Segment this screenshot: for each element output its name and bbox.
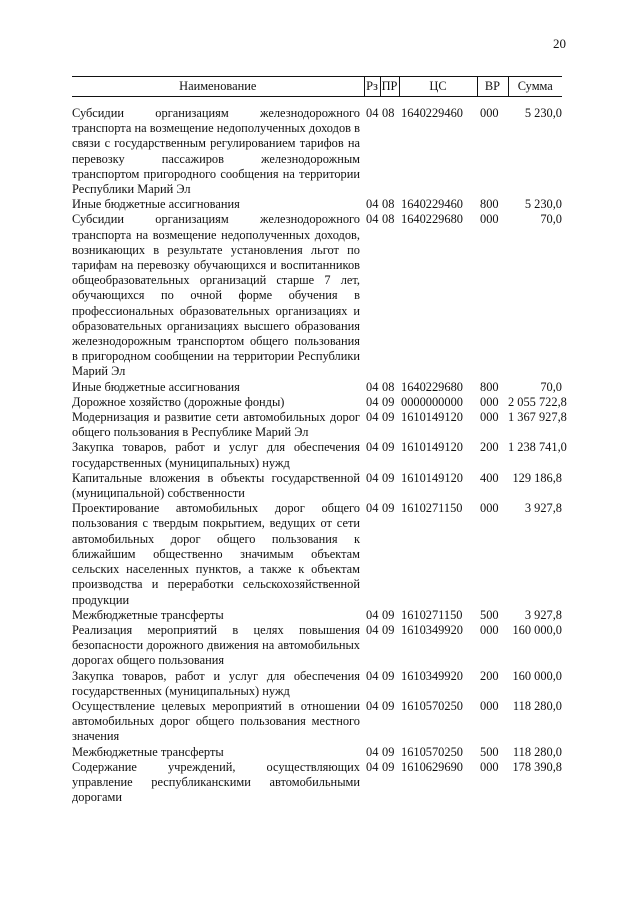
cell-pr: 08 [382, 197, 395, 212]
cell-sum: 160 000,0 [512, 622, 562, 637]
cell-rz: 04 [366, 106, 379, 120]
cell-name: Осуществление целевых мероприятий в отношении автомобильных дорог общего пользования местного значения [72, 698, 360, 744]
cell-pr: 09 [382, 744, 395, 759]
cell-cs: 1640229680 [401, 212, 463, 227]
table-row [72, 745, 562, 760]
cell-sum: 2 055 722,8 [508, 394, 567, 409]
cell-rz: 04 [366, 698, 379, 713]
cell-pr: 08 [382, 379, 395, 394]
cell-pr: 08 [382, 212, 395, 227]
table-row [72, 395, 562, 410]
cell-name: Модернизация и развитие сети автомобильных дорог общего пользования в Республике Марий Эл [72, 410, 360, 440]
cell-sum: 70,0 [540, 212, 562, 227]
cell-vr: 400 [480, 470, 499, 485]
cell-cs: 1640229460 [401, 106, 463, 120]
table-row [72, 106, 562, 197]
header-name: Наименование [72, 77, 364, 97]
cell-rz: 04 [366, 410, 379, 425]
cell-cs: 1610271150 [401, 501, 463, 516]
cell-vr: 000 [480, 212, 499, 227]
cell-name: Реализация мероприятий в целях повышения безопасности дорожного движения на автомобильных дорогах общего пользования [72, 622, 360, 668]
cell-name: Межбюджетные трансферты [72, 744, 224, 759]
cell-vr: 000 [480, 698, 499, 713]
cell-cs: 1610271150 [401, 607, 463, 622]
table-row [72, 410, 562, 440]
cell-vr: 800 [480, 197, 499, 212]
cell-rz: 04 [366, 197, 379, 212]
cell-name: Иные бюджетные ассигнования [72, 197, 240, 212]
cell-sum: 178 390,8 [512, 759, 562, 774]
cell-vr: 500 [480, 607, 499, 622]
cell-rz: 04 [366, 470, 379, 485]
page-number: 20 [553, 36, 566, 51]
cell-name: Капитальные вложения в объекты государственной (муниципальной) собственности [72, 470, 360, 501]
cell-rz: 04 [366, 759, 379, 774]
cell-sum: 118 280,0 [512, 698, 562, 713]
cell-vr: 000 [480, 501, 499, 516]
cell-vr: 200 [480, 668, 499, 683]
cell-pr: 09 [382, 394, 395, 409]
cell-pr: 09 [382, 622, 395, 637]
table-body [72, 106, 567, 805]
cell-rz: 04 [366, 379, 379, 394]
header-vr: ВР [477, 77, 508, 97]
cell-vr: 000 [480, 759, 499, 774]
table-row [72, 699, 562, 745]
table-row [72, 623, 562, 669]
cell-name: Иные бюджетные ассигнования [72, 379, 240, 394]
cell-rz: 04 [366, 212, 379, 227]
cell-name: Содержание учреждений, осуществляющих управление республиканскими автомобильными дорогами [72, 759, 360, 805]
cell-vr: 500 [480, 744, 499, 759]
cell-name: Межбюджетные трансферты [72, 607, 224, 622]
cell-vr: 000 [480, 106, 499, 120]
cell-sum: 70,0 [540, 379, 562, 394]
cell-cs: 1610149120 [401, 440, 463, 455]
budget-table [72, 76, 567, 805]
table-row [72, 212, 562, 379]
cell-sum: 5 230,0 [524, 106, 562, 120]
cell-pr: 09 [382, 470, 395, 485]
cell-vr: 800 [480, 379, 499, 394]
header-rz: Рз [364, 77, 380, 97]
cell-pr: 09 [382, 759, 395, 774]
table-row [72, 760, 562, 806]
cell-sum: 3 927,8 [524, 607, 562, 622]
cell-sum: 129 186,8 [512, 470, 562, 485]
cell-pr: 09 [382, 668, 395, 683]
cell-sum: 160 000,0 [512, 668, 562, 683]
cell-rz: 04 [366, 668, 379, 683]
cell-cs: 1610349920 [401, 668, 463, 683]
table-row [72, 471, 562, 501]
cell-pr: 09 [382, 501, 395, 516]
table-row [72, 380, 562, 395]
cell-pr: 09 [382, 698, 395, 713]
header-sum: Сумма [508, 77, 562, 97]
cell-sum: 3 927,8 [524, 501, 562, 516]
table-row [72, 501, 562, 607]
table-row [72, 669, 562, 699]
table-row [72, 608, 562, 623]
table-header-row [72, 77, 562, 97]
header-spacer [72, 97, 562, 107]
cell-rz: 04 [366, 607, 379, 622]
cell-cs: 1640229460 [401, 197, 463, 212]
cell-rz: 04 [366, 440, 379, 455]
cell-cs: 1610149120 [401, 410, 463, 425]
cell-rz: 04 [366, 744, 379, 759]
cell-name: Субсидии организациям железнодорожного транспорта на возмещение недополученных доходов в связи с государственным регулированием тарифов на перевозку пассажиров железнодорожным транспортом пригородного сообщения на территории Республики Марий Эл [72, 106, 360, 197]
cell-cs: 1610149120 [401, 470, 463, 485]
cell-rz: 04 [366, 622, 379, 637]
cell-rz: 04 [366, 394, 379, 409]
cell-name: Проектирование автомобильных дорог общего пользования с твердым покрытием, ведущих от сети автомобильных дорог общего пользования к ближайшим общественно значимым объектам сельских населенных пунктов, а также к объектам производства и переработки сельскохозяйственной продукции [72, 501, 360, 607]
cell-pr: 09 [382, 607, 395, 622]
cell-vr: 200 [480, 440, 499, 455]
cell-cs: 1610570250 [401, 698, 463, 713]
cell-name: Закупка товаров, работ и услуг для обеспечения государственных (муниципальных) нужд [72, 668, 360, 698]
header-cs: ЦС [399, 77, 477, 97]
cell-sum: 5 230,0 [524, 197, 562, 212]
cell-sum: 1 238 741,0 [508, 440, 567, 455]
cell-sum: 118 280,0 [512, 744, 562, 759]
cell-vr: 000 [480, 410, 499, 425]
header-pr: ПР [380, 77, 399, 97]
cell-pr: 08 [382, 106, 395, 120]
cell-pr: 09 [382, 410, 395, 425]
cell-name: Дорожное хозяйство (дорожные фонды) [72, 394, 285, 409]
cell-cs: 1610629690 [401, 759, 463, 774]
cell-cs: 0000000000 [401, 394, 463, 409]
cell-vr: 000 [480, 394, 499, 409]
cell-name: Закупка товаров, работ и услуг для обеспечения государственных (муниципальных) нужд [72, 440, 360, 470]
table-row [72, 197, 562, 212]
cell-rz: 04 [366, 501, 379, 516]
cell-pr: 09 [382, 440, 395, 455]
cell-cs: 1610349920 [401, 622, 463, 637]
cell-sum: 1 367 927,8 [508, 410, 567, 425]
cell-cs: 1610570250 [401, 744, 463, 759]
cell-cs: 1640229680 [401, 379, 463, 394]
cell-name: Субсидии организациям железнодорожного транспорта на возмещение недополученных доходов, возникающих в результате установления льгот по тарифам на перевозку обучающихся и воспитанников общеобразовательных организаций старше 7 лет, обучающихся по очной форме обучения в профессиональных образовательных организациях и образовательных организациях высшего образования железнодорожным транспортом общего пользования в пригородном сообщении на территории Республики Марий Эл [72, 212, 360, 379]
table-row [72, 440, 562, 470]
cell-vr: 000 [480, 622, 499, 637]
